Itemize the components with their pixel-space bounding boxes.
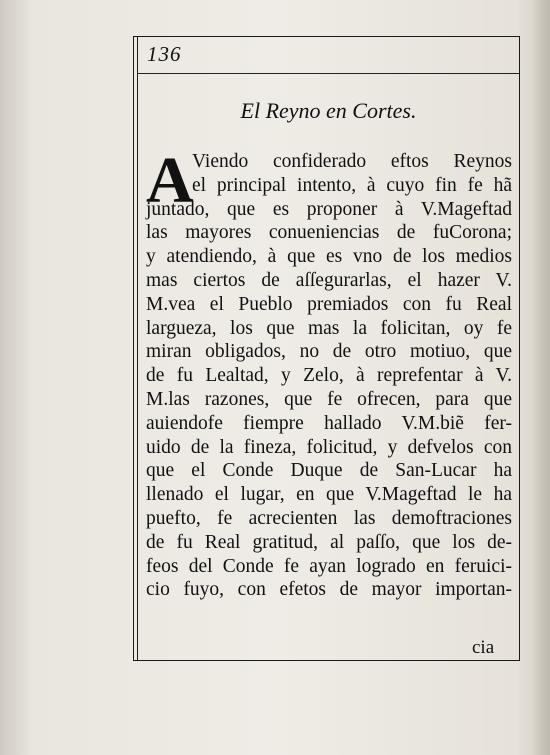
text-line: feos del Conde fe ayan logrado en feruici- <box>146 555 512 577</box>
text-line: uido de la fineza, folicitud, y defvelos con <box>146 436 512 458</box>
text-line: M.vea el Pueblo premiados con fu Real <box>146 293 512 315</box>
text-line: auiendofe fiempre hallado V.M.biẽ fer- <box>146 412 512 434</box>
text-line: M.las razones, que fe ofrecen, para que <box>146 388 512 410</box>
page-edge <box>530 0 550 755</box>
text-line: puefto, fe acrecienten las demoftraciones <box>146 507 512 529</box>
header-rule <box>137 73 520 74</box>
text-line: el principal intento, à cuyo fin fe hã <box>192 174 512 196</box>
text-line: llenado el lugar, en que V.Mageftad le ha <box>146 484 512 506</box>
section-title: El Reyno en Cortes. <box>240 98 417 123</box>
text-line: largueza, los que mas la folicitan, oy fe <box>146 317 512 339</box>
text-line: cio fuyo, con efetos de mayor importan- <box>146 579 512 601</box>
text-line: miran obligados, no de otro motiuo, que <box>146 341 512 363</box>
body-text <box>146 144 512 602</box>
text-line: Viendo confiderado eftos Reynos <box>192 151 512 172</box>
text-line: de fu Lealtad, y Zelo, à reprefentar à V. <box>146 365 512 387</box>
text-line: mas ciertos de aſſegurarlas, el hazer V. <box>146 269 512 291</box>
text-line: y atendiendo, à que es vno de los medios <box>146 246 512 268</box>
frame-inner-rule <box>137 36 138 661</box>
page-number: 136 <box>147 42 182 66</box>
text-line: juntado, que es proponer à V.Mageftad <box>146 198 512 220</box>
text-line: las mayores conueniencias de fuCorona; <box>146 222 512 244</box>
drop-cap: A <box>146 144 194 217</box>
text-line: de fu Real gratitud, al paſſo, que los de- <box>146 531 512 553</box>
catchword: cia <box>472 637 495 658</box>
text-line: que el Conde Duque de San-Lucar ha <box>146 460 512 482</box>
